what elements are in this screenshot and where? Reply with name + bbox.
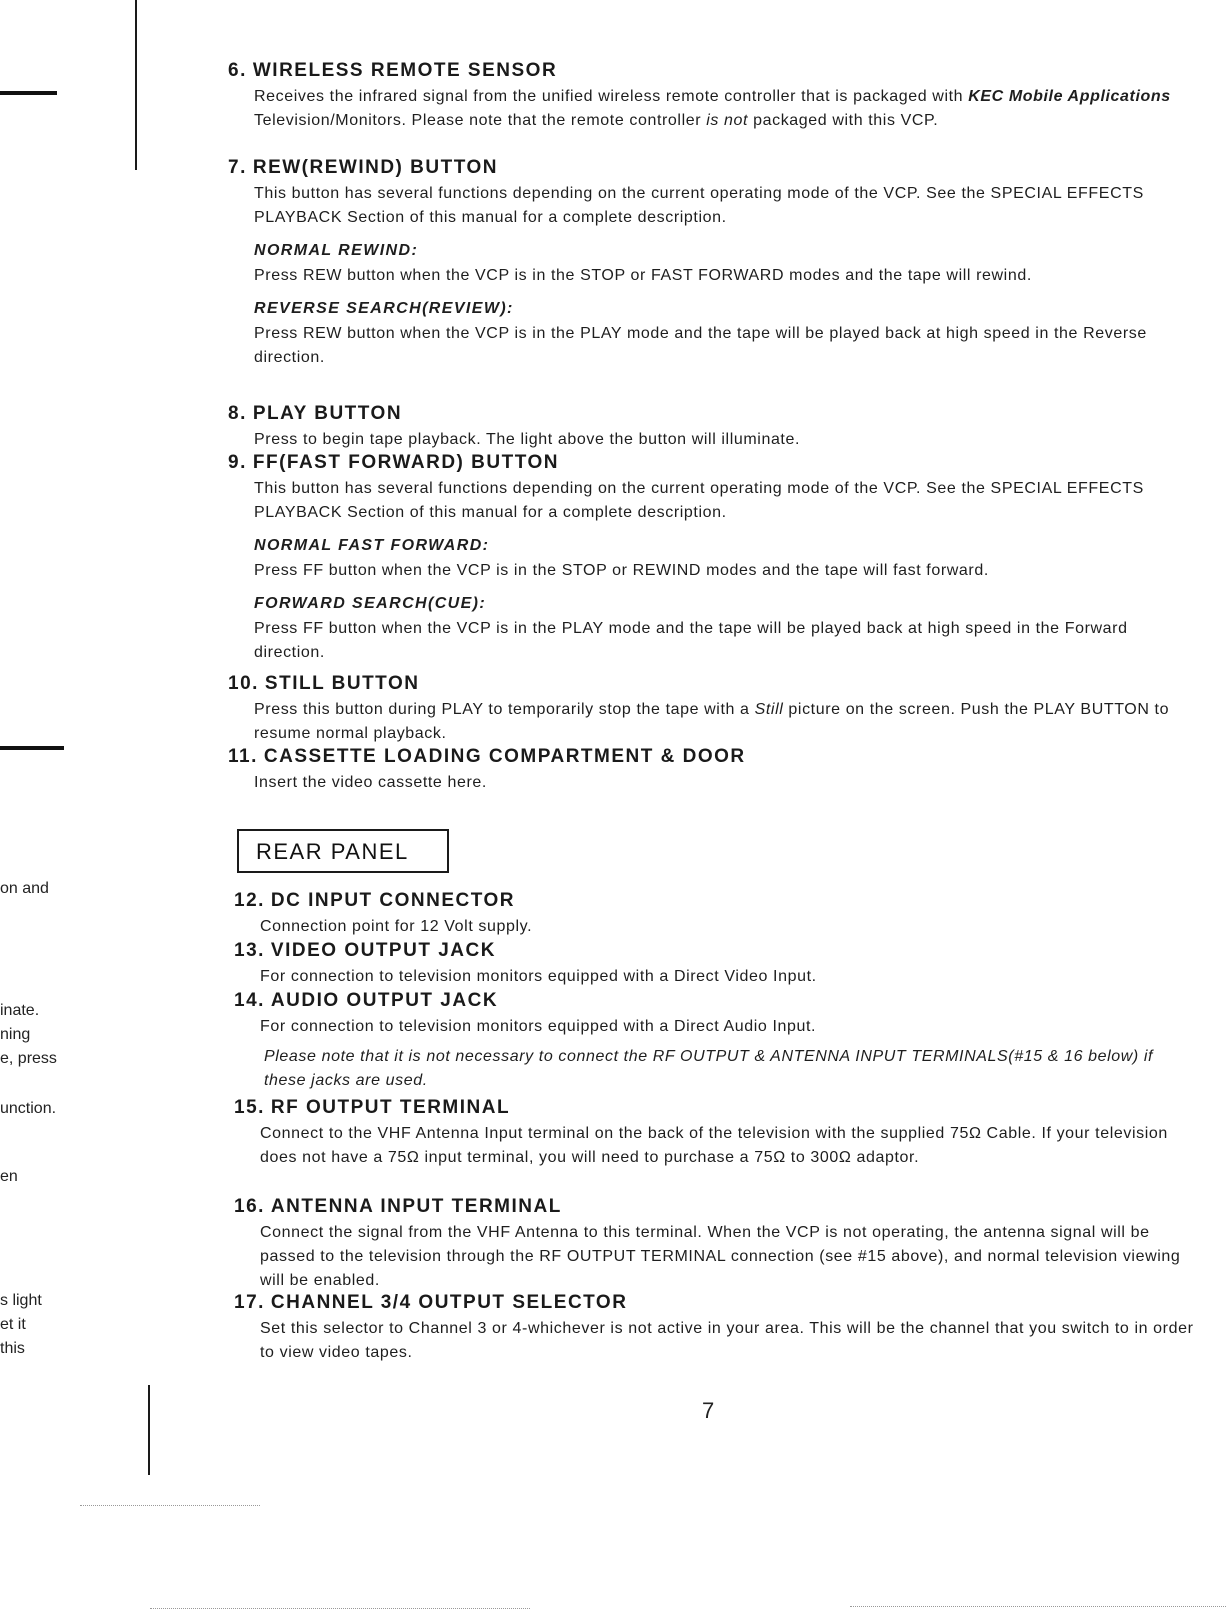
binding-line-top xyxy=(135,0,137,170)
item-heading: 10. STILL BUTTON xyxy=(228,673,420,694)
item-description: This button has several functions depending on the current operating mode of the VCP. See the SPECIAL EFFECTS PLAYBACK Section of this manual for a complete description. xyxy=(254,480,1144,521)
item-description: Press to begin tape playback. The light above the button will illuminate. xyxy=(254,431,801,448)
item-wireless-remote-sensor xyxy=(228,59,1188,133)
sub-description: Press FF button when the VCP is in the STOP or REWIND modes and the tape will fast forward. xyxy=(254,562,989,579)
scan-noise-bottom-left xyxy=(80,1505,260,1506)
item-note: Please note that it is not necessary to connect the RF OUTPUT & ANTENNA INPUT TERMINALS(#15 & 16 below) if these jacks are used. xyxy=(264,1048,1154,1089)
item-channel-selector xyxy=(234,1291,1194,1365)
item-heading: 16. ANTENNA INPUT TERMINAL xyxy=(234,1196,562,1217)
item-antenna-input-terminal xyxy=(234,1195,1194,1293)
sub-heading-normal-rewind: NORMAL REWIND: xyxy=(254,242,419,259)
item-still-button xyxy=(228,672,1188,746)
item-video-output-jack xyxy=(234,939,1194,989)
item-description: Press this button during PLAY to temporarily stop the tape with a Still picture on the screen. Push the PLAY BUTTON to resume normal playback. xyxy=(254,701,1170,742)
rear-panel-title: REAR PANEL xyxy=(256,839,409,864)
item-cassette-compartment xyxy=(228,745,1188,795)
edge-fragment: inate. xyxy=(0,1002,40,1019)
edge-fragment: on and xyxy=(0,880,49,897)
margin-bar-middle xyxy=(0,746,64,750)
item-rf-output-terminal xyxy=(234,1096,1194,1170)
item-description: Connect the signal from the VHF Antenna to this terminal. When the VCP is not operating, the antenna signal will be passed to the television through the RF OUTPUT TERMINAL connection (see #15 above), and normal television viewing will be enabled. xyxy=(260,1224,1181,1289)
edge-fragment: e, press xyxy=(0,1050,57,1067)
page-number: 7 xyxy=(702,1398,715,1423)
sub-heading-reverse-search: REVERSE SEARCH(REVIEW): xyxy=(254,300,514,317)
item-rew-button xyxy=(228,156,1188,370)
item-ff-button xyxy=(228,451,1188,665)
item-play-button xyxy=(228,402,1188,452)
scan-noise-bottom-right xyxy=(850,1606,1226,1607)
item-description: Set this selector to Channel 3 or 4-whichever is not active in your area. This will be the channel that you switch to in order to view video tapes. xyxy=(260,1320,1194,1361)
item-description: Connection point for 12 Volt supply. xyxy=(260,918,533,935)
edge-fragment: unction. xyxy=(0,1100,57,1117)
item-heading: 6. WIRELESS REMOTE SENSOR xyxy=(228,60,558,81)
item-description: For connection to television monitors equipped with a Direct Audio Input. xyxy=(260,1018,817,1035)
item-description: Connect to the VHF Antenna Input terminal on the back of the television with the supplied 75Ω Cable. If your television does not have a 75Ω input terminal, you will need to purchase a 75Ω to 300Ω adaptor. xyxy=(260,1125,1168,1166)
sub-description: Press FF button when the VCP is in the PLAY mode and the tape will be played back at high speed in the Forward direction. xyxy=(254,620,1128,661)
item-heading: 8. PLAY BUTTON xyxy=(228,403,403,424)
sub-heading-normal-fast-forward: NORMAL FAST FORWARD: xyxy=(254,537,490,554)
item-heading: 7. REW(REWIND) BUTTON xyxy=(228,157,498,178)
item-heading: 11. CASSETTE LOADING COMPARTMENT & DOOR xyxy=(228,746,746,767)
edge-fragment: ning xyxy=(0,1026,31,1043)
scan-noise-bottom xyxy=(150,1608,530,1609)
item-description: For connection to television monitors equipped with a Direct Video Input. xyxy=(260,968,817,985)
item-heading: 15. RF OUTPUT TERMINAL xyxy=(234,1097,511,1118)
edge-fragment: this xyxy=(0,1340,25,1357)
item-dc-input-connector xyxy=(234,889,1194,939)
edge-fragment: s light xyxy=(0,1292,42,1309)
item-audio-output-jack xyxy=(234,989,1194,1093)
item-heading: 13. VIDEO OUTPUT JACK xyxy=(234,940,496,961)
sub-description: Press REW button when the VCP is in the STOP or FAST FORWARD modes and the tape will rewind. xyxy=(254,267,1032,284)
sub-heading-forward-search: FORWARD SEARCH(CUE): xyxy=(254,595,487,612)
item-description: Receives the infrared signal from the unified wireless remote controller that is packaged with KEC Mobile Applications Television/Monitors. Please note that the remote controller is not packaged with this VCP. xyxy=(254,88,1171,129)
rear-panel-section-box xyxy=(237,829,449,873)
sub-description: Press REW button when the VCP is in the PLAY mode and the tape will be played back at high speed in the Reverse direction. xyxy=(254,325,1147,366)
item-heading: 17. CHANNEL 3/4 OUTPUT SELECTOR xyxy=(234,1292,628,1313)
binding-line-bottom xyxy=(148,1385,150,1475)
edge-fragment: en xyxy=(0,1168,18,1185)
item-heading: 14. AUDIO OUTPUT JACK xyxy=(234,990,499,1011)
margin-bar-top xyxy=(0,91,57,95)
item-description: This button has several functions depending on the current operating mode of the VCP. See the SPECIAL EFFECTS PLAYBACK Section of this manual for a complete description. xyxy=(254,185,1144,226)
item-heading: 9. FF(FAST FORWARD) BUTTON xyxy=(228,452,559,473)
item-heading: 12. DC INPUT CONNECTOR xyxy=(234,890,516,911)
edge-fragment: et it xyxy=(0,1316,26,1333)
item-description: Insert the video cassette here. xyxy=(254,774,487,791)
